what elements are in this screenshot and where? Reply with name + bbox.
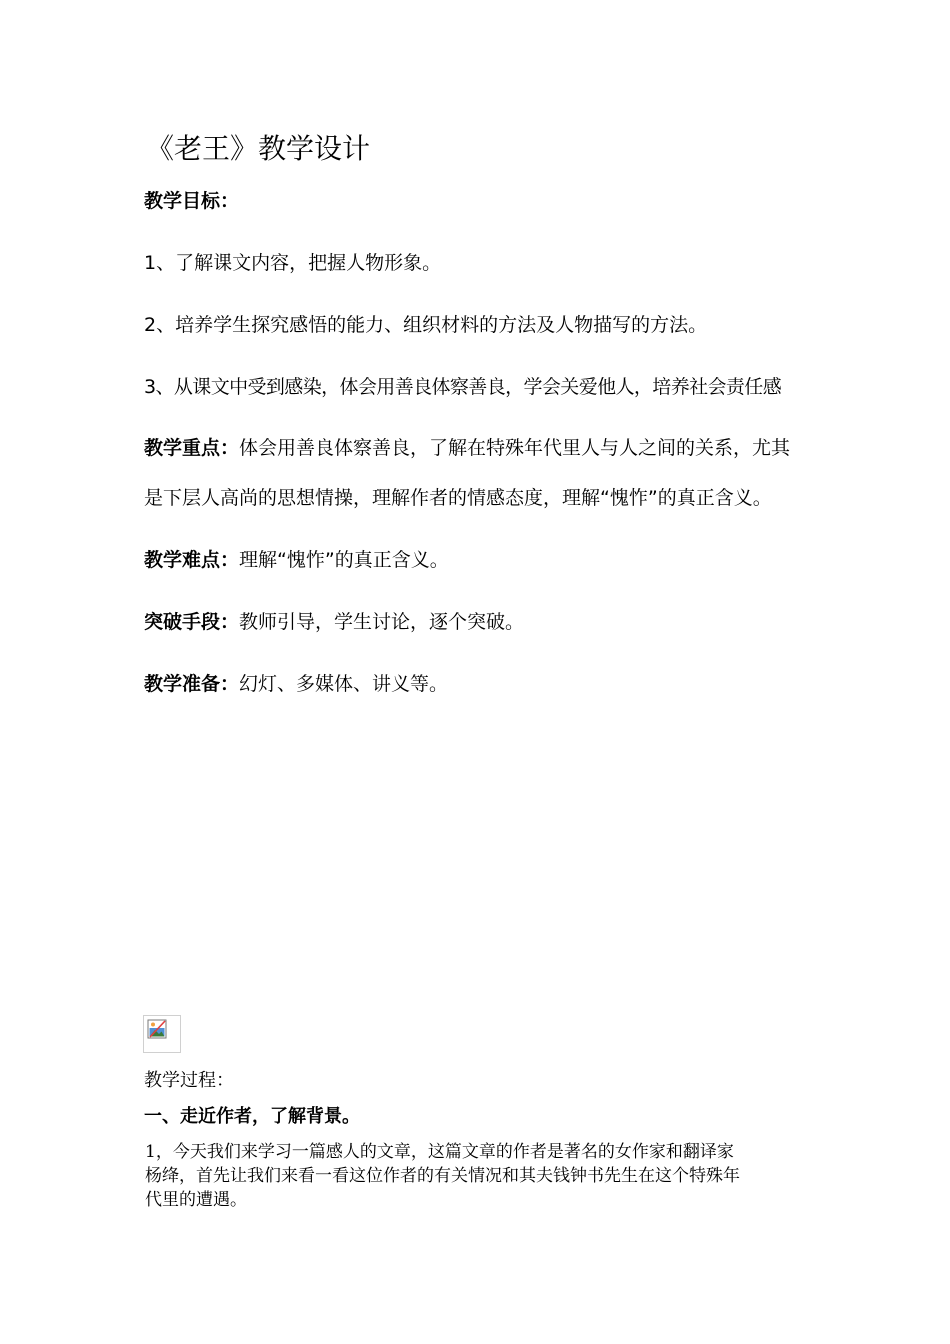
key-points-line-2: 是下层人高尚的思想情操，理解作者的情感态度，理解“愧怍”的真正含义。	[144, 487, 772, 509]
difficulties-line	[144, 547, 449, 573]
document-title: 《老王》教学设计	[146, 132, 371, 165]
breakthrough-line	[144, 609, 524, 635]
objective-item-2: 2、培养学生探究感悟的能力、组织材料的方法及人物描写的方法。	[144, 314, 708, 336]
difficulties-label: 教学难点：	[144, 549, 240, 571]
breakthrough-text: 教师引导，学生讨论，逐个突破。	[239, 611, 525, 633]
broken-image-icon	[143, 1015, 181, 1053]
process-heading: 教学过程：	[144, 1070, 234, 1091]
section-1-paragraph-line: 代里的遭遇。	[145, 1190, 247, 1210]
key-points-label: 教学重点：	[144, 437, 240, 459]
preparation-text: 幻灯、多媒体、讲义等。	[239, 673, 449, 695]
difficulties-text: 理解“愧怍”的真正含义。	[239, 549, 449, 571]
section-1-paragraph-line: 1，今天我们来学习一篇感人的文章，这篇文章的作者是著名的女作家和翻译家	[145, 1142, 734, 1162]
objective-item-3: 3、从课文中受到感染，体会用善良体察善良，学会关爱他人，培养社会责任感	[144, 376, 782, 398]
objective-item-1: 1、了解课文内容，把握人物形象。	[144, 252, 442, 274]
section-1-paragraph	[145, 1140, 811, 1212]
objectives-heading: 教学目标：	[144, 190, 240, 212]
key-points-line-1	[144, 435, 790, 461]
preparation-line	[144, 671, 448, 697]
section-1-heading: 一、走近作者，了解背景。	[144, 1106, 360, 1127]
preparation-label: 教学准备：	[144, 673, 240, 695]
breakthrough-label: 突破手段：	[144, 611, 240, 633]
section-1-paragraph-line: 杨绛，首先让我们来看一看这位作者的有关情况和其夫钱钟书先生在这个特殊年	[145, 1166, 740, 1186]
key-points-text: 体会用善良体察善良，了解在特殊年代里人与人之间的关系，尤其	[239, 437, 791, 459]
